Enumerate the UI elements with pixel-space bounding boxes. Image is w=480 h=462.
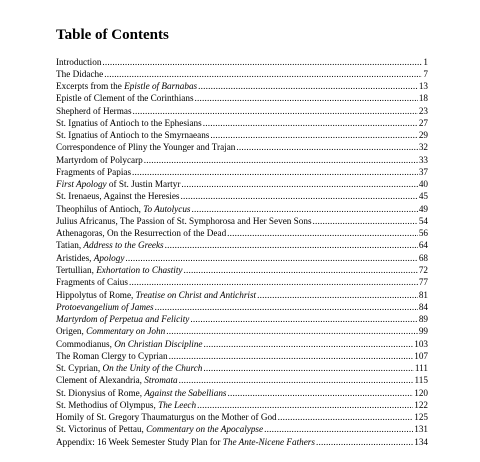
italic-title-text: Martyrdom of Perpetua and Felicity: [56, 314, 190, 325]
title-text: Tertullian,: [56, 265, 97, 276]
dot-leader: [316, 436, 413, 448]
toc-entry-title: [56, 387, 226, 399]
dot-leader: [197, 399, 413, 411]
title-text: St. Ignatius of Antioch to the Ephesians: [56, 117, 202, 128]
toc-entry-title: [56, 239, 164, 251]
toc-entry-title: [56, 154, 143, 166]
toc-page-number: 99: [418, 326, 428, 337]
italic-title-text: Treatise on Christ and Antichrist: [135, 289, 257, 300]
toc-entry-title: [56, 423, 263, 435]
dot-leader: [169, 350, 414, 362]
toc-entry: [56, 56, 428, 68]
toc-entry-title: [56, 227, 226, 239]
dot-leader: [203, 117, 418, 129]
toc-entry: [56, 203, 428, 215]
title-text: St. Cyprian,: [56, 363, 103, 374]
title-text: Athenagoras, On the Resurrection of the Dead: [56, 228, 227, 239]
toc-page-number: 33: [418, 154, 428, 165]
toc-entry-title: [56, 117, 202, 129]
toc-entry: [56, 190, 428, 202]
dot-leader: [257, 289, 418, 301]
dot-leader: [278, 411, 414, 423]
toc-entry: [56, 338, 428, 350]
title-text: Introduction: [56, 56, 102, 67]
title-text: St. Irenaeus, Against the Heresies: [56, 191, 180, 202]
italic-title-text: The Leech: [158, 399, 197, 410]
toc-entry-title: [56, 178, 180, 190]
dot-leader: [155, 301, 418, 313]
italic-title-text: Commentary on John: [86, 326, 166, 337]
title-text: Aristides,: [56, 252, 94, 263]
toc-entry-title: [56, 313, 189, 325]
title-text: Julius Africanus, The Passion of St. Symphorosa and Her Seven Sons: [56, 215, 312, 226]
toc-entry: [56, 387, 428, 399]
toc-entry-title: [56, 92, 194, 104]
dot-leader: [102, 56, 422, 68]
toc-entry-title: [56, 411, 277, 423]
toc-page-number: 120: [414, 387, 428, 398]
toc-entry: [56, 264, 428, 276]
toc-entry: [56, 129, 428, 141]
title-text: Fragments of Papias: [56, 166, 132, 177]
dot-leader: [210, 129, 417, 141]
toc-entry: [56, 399, 428, 411]
toc-entry: [56, 252, 428, 264]
toc-entry: [56, 227, 428, 239]
toc-entry-title: [56, 166, 131, 178]
dot-leader: [198, 80, 418, 92]
toc-page-number: 131: [414, 424, 428, 435]
toc-page-number: 84: [418, 301, 428, 312]
toc-page-number: 122: [414, 399, 428, 410]
title-text: Appendix: 16 Week Semester Study Plan for: [56, 436, 223, 447]
toc-entry-title: [56, 80, 197, 92]
italic-title-text: First Apology: [56, 179, 107, 190]
italic-title-text: Stromata: [144, 375, 178, 386]
toc-page-number: 81: [418, 289, 428, 300]
toc-page-number: 107: [414, 350, 428, 361]
title-text: Theophilus of Antioch,: [56, 203, 144, 214]
title-text: Fragments of Caius: [56, 277, 128, 288]
toc-entry: [56, 105, 428, 117]
italic-title-text: Protoevangelium of James: [56, 301, 154, 312]
toc-page-number: 115: [414, 375, 428, 386]
title-text: Tatian,: [56, 240, 84, 251]
dot-leader: [190, 313, 417, 325]
italic-title-text: To Autolycus: [143, 203, 191, 214]
italic-title-text: On the Unity of the Church: [102, 363, 203, 374]
title-text: St. Methodius of Olympus,: [56, 399, 159, 410]
toc-entry-title: [56, 338, 203, 350]
italic-title-text: Against the Sabellians: [144, 387, 227, 398]
toc-page-number: 29: [418, 130, 428, 141]
toc-entry-title: [56, 203, 191, 215]
italic-title-text: On Christian Discipline: [114, 338, 203, 349]
toc-entry-title: [56, 215, 312, 227]
dot-leader: [203, 362, 413, 374]
title-text: Origen,: [56, 326, 87, 337]
toc-page-number: 7: [423, 68, 428, 79]
title-text: Martyrdom of Polycarp: [56, 154, 143, 165]
toc-entry-title: [56, 252, 124, 264]
toc-entry: [56, 411, 428, 423]
toc-entry-title: [56, 264, 182, 276]
italic-title-text: Apology: [93, 252, 125, 263]
toc-entry: [56, 436, 428, 448]
toc-page-number: 23: [418, 105, 428, 116]
title-text: Homily of St. Gregory Thaumaturgus on the Mother of God: [56, 412, 277, 423]
toc-list: [56, 56, 428, 449]
title-text: St. Victorinus of Pettau,: [56, 424, 147, 435]
toc-entry-title: [56, 105, 132, 117]
title-text: Shepherd of Hermas: [56, 105, 132, 116]
title-text: Excerpts from the: [56, 81, 125, 92]
page-title: Table of Contents: [56, 27, 169, 43]
title-text: Correspondence of Pliny the Younger and Trajan: [56, 142, 236, 153]
dot-leader: [132, 166, 418, 178]
toc-page-number: 45: [418, 191, 428, 202]
dot-leader: [192, 203, 418, 215]
dot-leader: [133, 105, 418, 117]
italic-title-text: The Ante-Nicene Fathers: [222, 436, 315, 447]
italic-title-text: Address to the Greeks: [83, 240, 164, 251]
toc-page-number: 13: [418, 81, 428, 92]
title-text: Commodianus,: [56, 338, 115, 349]
toc-page-number: 54: [418, 215, 428, 226]
toc-entry-title: [56, 276, 128, 288]
title-text: Epistle of Clement of the Corinthians: [56, 93, 194, 104]
dot-leader: [195, 92, 418, 104]
toc-entry-title: [56, 350, 168, 362]
toc-entry-title: [56, 301, 154, 313]
dot-leader: [227, 387, 413, 399]
toc-entry-title: [56, 129, 209, 141]
dot-leader: [181, 190, 418, 202]
toc-entry-title: [56, 399, 196, 411]
toc-entry: [56, 325, 428, 337]
dot-leader: [264, 423, 413, 435]
dot-leader: [179, 374, 414, 386]
toc-entry-title: [56, 141, 235, 153]
dot-leader: [236, 141, 417, 153]
toc-entry-title: [56, 436, 315, 448]
toc-entry: [56, 117, 428, 129]
toc-entry: [56, 141, 428, 153]
toc-page-number: 134: [414, 436, 428, 447]
dot-leader: [204, 338, 414, 350]
toc-entry: [56, 215, 428, 227]
toc-page-number: 56: [418, 228, 428, 239]
toc-page-number: 1: [423, 56, 428, 67]
toc-entry: [56, 423, 428, 435]
title-text: St. Ignatius of Antioch to the Smyrnaeans: [56, 130, 210, 141]
toc-entry-title: [56, 374, 178, 386]
toc-entry-title: [56, 289, 256, 301]
toc-entry-title: [56, 325, 165, 337]
dot-leader: [181, 178, 417, 190]
toc-page-number: 37: [418, 166, 428, 177]
toc-entry: [56, 178, 428, 190]
toc-page-number: 49: [418, 203, 428, 214]
toc-page-number: 103: [414, 338, 428, 349]
toc-page-number: 111: [414, 363, 428, 374]
toc-entry: [56, 154, 428, 166]
toc-page-number: 27: [418, 117, 428, 128]
dot-leader: [165, 239, 418, 251]
toc-entry: [56, 239, 428, 251]
toc-entry: [56, 80, 428, 92]
dot-leader: [104, 68, 422, 80]
dot-leader: [227, 227, 418, 239]
italic-title-text: Commentary on the Apocalypse: [146, 424, 264, 435]
toc-entry: [56, 313, 428, 325]
toc-entry: [56, 350, 428, 362]
title-text: of St. Justin Martyr: [106, 179, 181, 190]
toc-page-number: 18: [418, 93, 428, 104]
toc-entry: [56, 166, 428, 178]
toc-page-number: 125: [414, 412, 428, 423]
toc-page-number: 72: [418, 265, 428, 276]
toc-entry-title: [56, 56, 101, 68]
toc-entry-title: [56, 68, 103, 80]
title-text: St. Dionysius of Rome,: [56, 387, 145, 398]
toc-entry-title: [56, 190, 180, 202]
toc-entry: [56, 301, 428, 313]
toc-page-number: 89: [418, 314, 428, 325]
title-text: Hippolytus of Rome,: [56, 289, 136, 300]
toc-entry: [56, 68, 428, 80]
toc-page-number: 40: [418, 179, 428, 190]
toc-entry: [56, 289, 428, 301]
toc-page-number: 77: [418, 277, 428, 288]
toc-page-number: 64: [418, 240, 428, 251]
toc-entry: [56, 374, 428, 386]
dot-leader: [166, 325, 418, 337]
dot-leader: [129, 276, 418, 288]
title-text: The Didache: [56, 68, 104, 79]
toc-entry: [56, 92, 428, 104]
toc-page-number: 68: [418, 252, 428, 263]
title-text: Clement of Alexandria,: [56, 375, 145, 386]
dot-leader: [144, 154, 418, 166]
italic-title-text: Exhortation to Chastity: [96, 265, 183, 276]
toc-entry: [56, 276, 428, 288]
toc-entry: [56, 362, 428, 374]
title-text: The Roman Clergy to Cyprian: [56, 350, 168, 361]
dot-leader: [313, 215, 418, 227]
toc-page-number: 32: [418, 142, 428, 153]
dot-leader: [125, 252, 417, 264]
dot-leader: [183, 264, 417, 276]
toc-entry-title: [56, 362, 202, 374]
italic-title-text: Epistle of Barnabas: [124, 81, 198, 92]
